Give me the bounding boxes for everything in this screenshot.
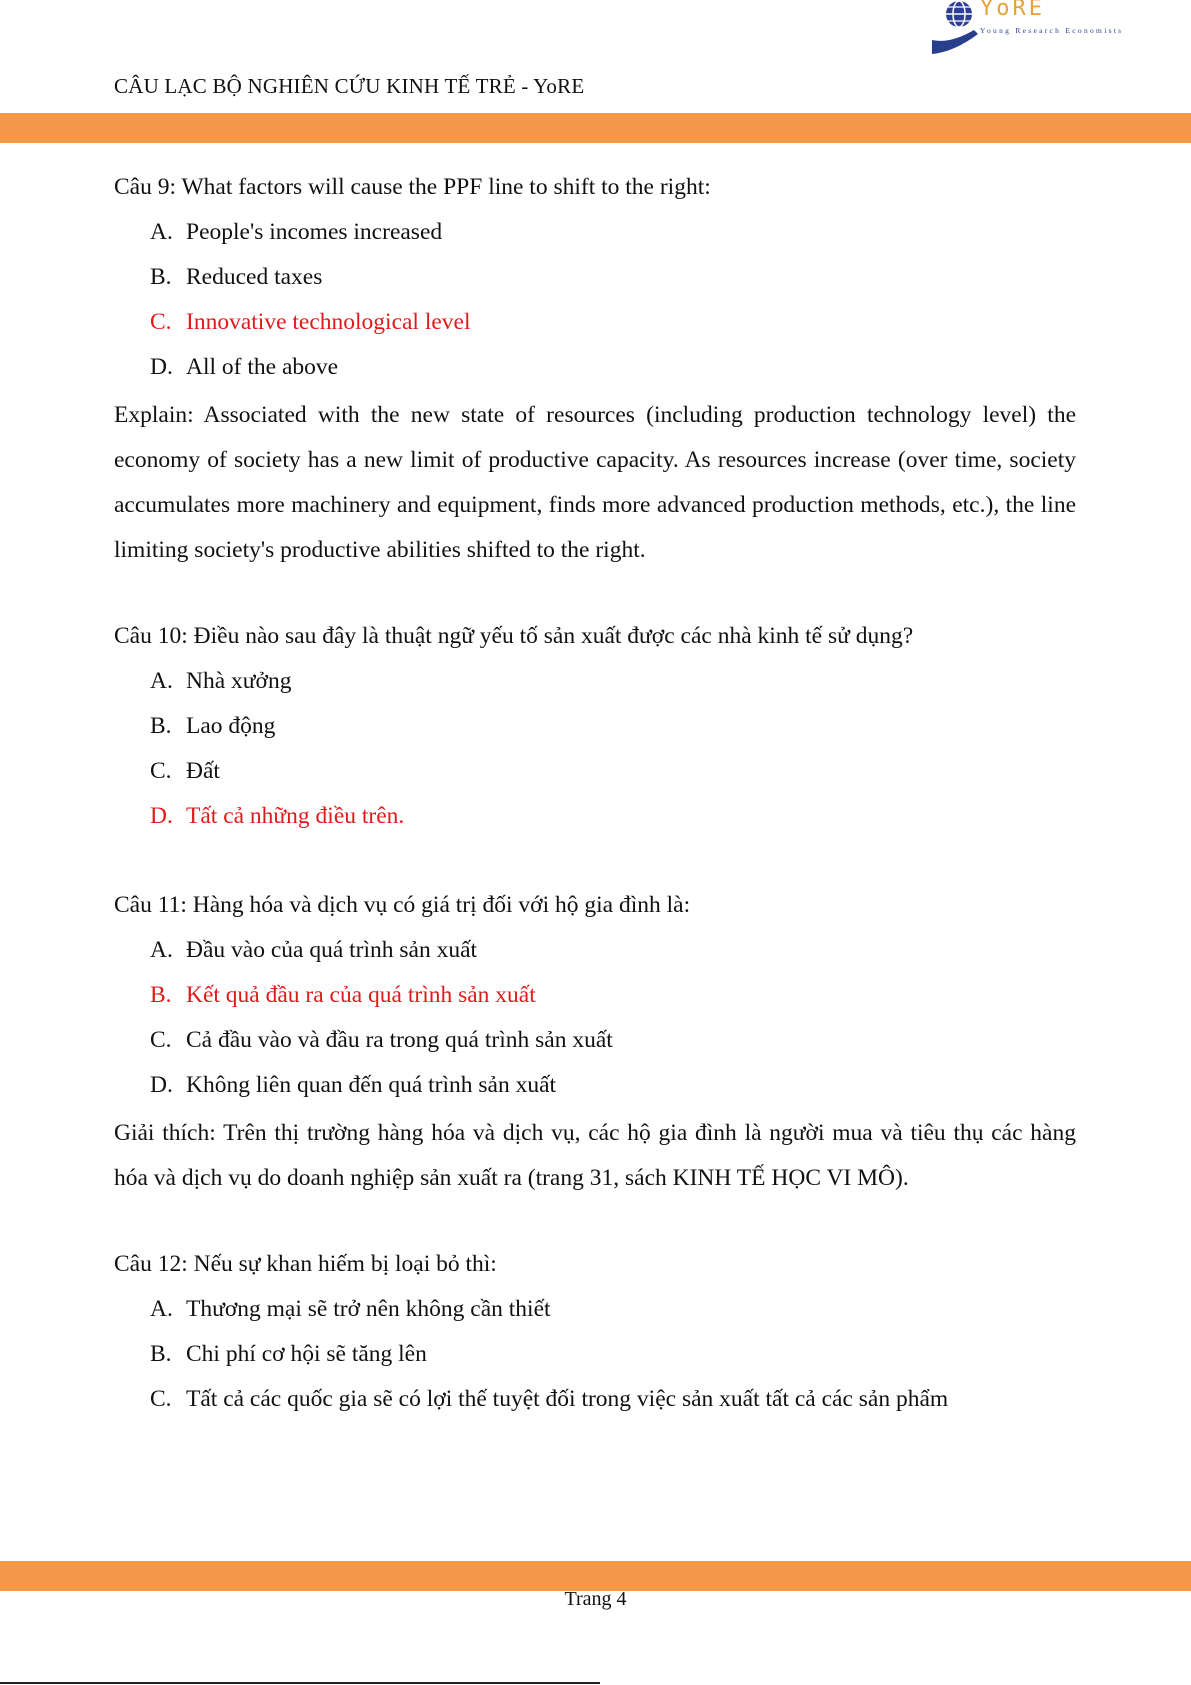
- answer-option: [114, 662, 1076, 707]
- question-prompt: Câu 10: Điều nào sau đây là thuật ngữ yếu tố sản xuất được các nhà kinh tế sử dụng?: [114, 623, 914, 649]
- answer-option: [114, 348, 1076, 393]
- option-letter: B.: [150, 982, 172, 1008]
- spacer: [114, 573, 1076, 617]
- spacer: [114, 842, 1076, 886]
- option-text: Cả đầu vào và đầu ra trong quá trình sản xuất: [186, 1027, 613, 1053]
- answer-option: [114, 213, 1076, 258]
- answer-option: [114, 1021, 1076, 1066]
- option-letter: A.: [150, 668, 173, 694]
- option-text: Lao động: [186, 713, 276, 739]
- option-letter: D.: [150, 803, 173, 829]
- option-letter: C.: [150, 1027, 172, 1053]
- option-text: Không liên quan đến quá trình sản xuất: [186, 1072, 557, 1098]
- option-letter: C.: [150, 758, 172, 784]
- answer-option: [114, 707, 1076, 752]
- option-text: People's incomes increased: [186, 219, 443, 245]
- option-letter: B.: [150, 713, 172, 739]
- answer-option: [114, 1380, 1076, 1425]
- option-text: Đất: [186, 758, 220, 784]
- answer-option: [114, 258, 1076, 303]
- yore-logo: [930, 0, 1140, 58]
- option-letter: C.: [150, 309, 172, 335]
- option-text: All of the above: [186, 354, 339, 380]
- question-prompt: Câu 9: What factors will cause the PPF line to shift to the right:: [114, 174, 711, 200]
- answer-option-correct: [114, 303, 1076, 348]
- spacer: [114, 1201, 1076, 1245]
- page-header-title: CÂU LẠC BỘ NGHIÊN CỨU KINH TẾ TRẺ - YoRE: [114, 74, 585, 98]
- answer-option: [114, 1290, 1076, 1335]
- answer-option: [114, 752, 1076, 797]
- option-letter: A.: [150, 219, 173, 245]
- option-letter: A.: [150, 937, 173, 963]
- document-body: [114, 168, 1076, 1425]
- option-text: Kết quả đầu ra của quá trình sản xuất: [186, 982, 536, 1008]
- header-accent-bar: [0, 113, 1191, 143]
- logo-wordmark: YoRE: [980, 0, 1045, 21]
- question-prompt: Câu 12: Nếu sự khan hiếm bị loại bỏ thì:: [114, 1251, 497, 1277]
- option-letter: B.: [150, 1341, 172, 1367]
- question-12: [114, 1245, 1076, 1425]
- option-letter: D.: [150, 1072, 173, 1098]
- option-text: Thương mại sẽ trở nên không cần thiết: [186, 1296, 551, 1322]
- bottom-divider: [0, 1682, 600, 1684]
- option-letter: A.: [150, 1296, 173, 1322]
- answer-option: [114, 931, 1076, 976]
- question-9: [114, 168, 1076, 573]
- explanation-paragraph: Giải thích: Trên thị trường hàng hóa và dịch vụ, các hộ gia đình là người mua và tiêu thụ các hàng hóa và dịch vụ do doanh nghiệp sản xuất ra (trang 31, sách KINH TẾ HỌC VI MÔ).: [114, 1120, 1076, 1191]
- option-letter: D.: [150, 354, 173, 380]
- option-text: Chi phí cơ hội sẽ tăng lên: [186, 1341, 427, 1367]
- answer-option-correct: [114, 976, 1076, 1021]
- option-text: Innovative technological level: [186, 309, 471, 335]
- footer-accent-bar: [0, 1561, 1191, 1591]
- question-10: [114, 617, 1076, 842]
- logo-tagline: Young Research Economists: [980, 26, 1124, 35]
- option-letter: B.: [150, 264, 172, 290]
- option-text: Reduced taxes: [186, 264, 323, 290]
- option-letter: C.: [150, 1386, 172, 1412]
- answer-option-correct: [114, 797, 1076, 842]
- option-text: Đầu vào của quá trình sản xuất: [186, 937, 478, 963]
- answer-option: [114, 1066, 1076, 1111]
- answer-option: [114, 1335, 1076, 1380]
- option-text: Tất cả các quốc gia sẽ có lợi thế tuyệt đối trong việc sản xuất tất cả các sản phẩm: [186, 1386, 949, 1412]
- option-text: Tất cả những điều trên.: [186, 803, 405, 829]
- question-prompt: Câu 11: Hàng hóa và dịch vụ có giá trị đối với hộ gia đình là:: [114, 892, 691, 918]
- option-text: Nhà xưởng: [186, 668, 292, 694]
- question-11: [114, 886, 1076, 1201]
- page-number: Trang 4: [564, 1588, 627, 1610]
- explanation-paragraph: Explain: Associated with the new state of resources (including production technology level) the economy of society has a new limit of productive capacity. As resources increase (over time, society accumulates more machinery and equipment, finds more advanced production methods, etc.), the line limiting society's productive abilities shifted to the right.: [114, 402, 1076, 563]
